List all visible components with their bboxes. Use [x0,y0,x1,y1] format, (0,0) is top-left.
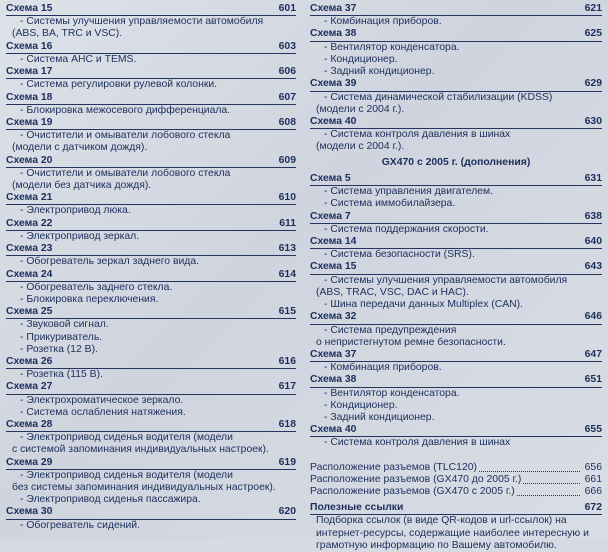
contents-right-column [310,3,602,552]
entry-header [310,236,602,249]
entry-description-line: - Кондиционер. [324,53,398,65]
toc-entry[interactable] [310,424,602,449]
entry-description-line: (модели с датчиком дождя). [12,142,148,154]
entry-title: Схема 24 [6,268,53,280]
toc-entry[interactable] [310,374,602,424]
section-title: GX470 с 2005 г. (дополнения) [381,157,531,169]
entry-header [6,155,296,168]
entry-description-line: - Вентилятор конденсатора. [324,387,460,399]
useful-links-entry[interactable] [310,502,602,552]
entry-header [310,78,602,91]
toc-entry[interactable] [6,506,296,531]
entry-description-line: - Система иммобилайзера. [324,198,456,210]
entry-title: Схема 23 [6,243,53,255]
entry-page-number: 631 [584,172,602,184]
entry-description-line: - Электропривод сиденья водителя (модели [20,432,233,444]
entry-header [310,28,602,41]
connector-index-row[interactable] [310,474,602,486]
toc-entry[interactable] [310,349,602,374]
entry-page-number: 625 [584,28,602,40]
entry-title: Схема 5 [310,172,351,184]
entry-title: Схема 30 [6,506,53,518]
entry-title: Схема 26 [6,355,53,367]
entry-header [310,502,602,515]
dot-leader [523,483,580,484]
toc-entry[interactable] [310,173,602,211]
right-bottom-entries [310,173,602,450]
dot-leader [479,471,580,472]
entry-page-number: 607 [278,91,296,103]
entry-page-number: 647 [584,348,602,360]
toc-entry[interactable] [310,78,602,116]
entry-header [310,311,602,324]
entry-description-line: (модели с 2004 г.). [316,141,405,153]
entry-description-line: - Электропривод сиденья пассажира. [20,494,201,506]
toc-entry[interactable] [6,117,296,155]
entry-header [6,3,296,16]
entry-description-line: без системы запоминания индивидуальных настроек). [12,482,276,494]
entry-page-number: 643 [584,261,602,273]
entry-title: Схема 7 [310,210,351,222]
entry-description-line: - Задний кондиционер. [324,411,435,423]
connector-index-page: 656 [584,461,602,473]
entry-description-line: (модели без датчика дождя). [12,180,152,192]
toc-entry[interactable] [310,261,602,311]
entry-page-number: 655 [584,424,602,436]
entry-title: Схема 19 [6,116,53,128]
entry-description-line: - Система АНС и TEMS. [20,53,137,65]
entry-title: Схема 15 [6,3,53,14]
entry-header [6,117,296,130]
entry-header [310,349,602,362]
entry-description-line: - Звуковой сигнал. [20,319,109,331]
toc-entry[interactable] [6,243,296,268]
entry-title: Схема 25 [6,306,53,318]
toc-entry[interactable] [6,218,296,243]
entry-header [6,356,296,369]
connector-index-label: Расположение разъемов (GX470 с 2005 г.) [310,485,515,497]
toc-entry[interactable] [310,211,602,236]
entry-header [6,41,296,54]
dot-leader [517,495,580,496]
entry-header [6,506,296,519]
entry-description-line: (ABS, BA, TRC и VSC). [12,28,123,40]
entry-title: Схема 32 [310,311,357,323]
entry-description-line: - Система регулировки рулевой колонки. [20,79,218,91]
entry-header [6,243,296,256]
toc-entry[interactable] [6,155,296,193]
entry-header [310,374,602,387]
entry-title: Схема 40 [310,424,357,436]
entry-page-number: 603 [278,40,296,52]
entry-page-number: 629 [584,78,602,90]
connector-index-page: 661 [584,473,602,485]
entry-page-number: 606 [278,66,296,78]
entry-description-line: - Очистители и омыватели лобового стекла [20,130,231,142]
connector-index-label: Расположение разъемов (TLC120) [310,461,477,473]
entry-header [6,66,296,79]
entry-header [6,218,296,231]
entry-page-number: 630 [584,115,602,127]
entry-page-number: 617 [278,381,296,393]
entry-description-line: - Система контроля давления в шинах [324,129,511,141]
entry-description-line: - Обогреватель зеркал заднего вида. [20,256,200,268]
entry-title: Схема 38 [310,28,357,40]
connector-index-row[interactable] [310,486,602,498]
entry-description-line: - Комбинация приборов. [324,362,442,374]
entry-description-line: - Электропривод зеркал. [20,230,140,242]
useful-links-description: Подборка ссылок (в виде QR-кодов и url-ссылок) на интернет-ресурсы, содержащие наиболее интересную и грамотную информацию по Вашему автомобилю. [316,515,589,551]
entry-page-number: 651 [584,374,602,386]
connector-index-row[interactable] [310,462,602,474]
entry-title: Полезные ссылки [310,502,404,514]
entry-header [310,116,602,129]
entry-title: Схема 29 [6,456,53,468]
toc-entry[interactable] [310,236,602,261]
entry-header [6,192,296,205]
entry-header [310,424,602,437]
entry-description-line: - Система контроля давления в шинах [324,437,511,449]
toc-entry[interactable] [6,269,296,307]
entry-description-line: - Очистители и омыватели лобового стекла [20,167,231,179]
entry-title: Схема 22 [6,217,53,229]
toc-entry[interactable] [6,192,296,217]
entry-title: Схема 28 [6,418,53,430]
entry-description-line: - Блокировка межосевого дифференциала. [20,104,231,116]
toc-entry[interactable] [6,356,296,381]
entry-title: Схема 37 [310,348,357,360]
entry-title: Схема 27 [6,381,53,393]
entry-description-line: - Розетка (115 В). [20,369,103,381]
entry-title: Схема 14 [310,236,357,247]
entry-header [310,3,602,16]
entry-page-number: 638 [584,210,602,222]
entry-title: Схема 20 [6,154,53,166]
entry-header [6,92,296,105]
toc-entry[interactable] [6,41,296,66]
entry-description-line: - Системы улучшения управляемости автомобиля [324,274,568,286]
entry-description-line: - Система ослабления натяжения. [20,406,186,418]
entry-description-line: - Система управления двигателем. [324,186,494,198]
entry-header [6,306,296,319]
entry-header [6,457,296,470]
entry-description-line: - Системы улучшения управляемости автомобиля [20,16,264,28]
entry-title: Схема 40 [310,115,357,127]
entry-page-number: 640 [584,236,602,247]
entry-description-line: - Обогреватель заднего стекла. [20,281,173,293]
entry-title: Схема 17 [6,66,53,78]
entry-description-line: - Электропривод люка. [20,205,131,217]
spacer [310,450,602,462]
entry-page-number: 621 [584,3,602,14]
entry-description-line: - Шина передачи данных Multiplex (CAN). [324,299,524,311]
entry-title: Схема 38 [310,374,357,386]
entry-page-number: 616 [278,355,296,367]
toc-entry[interactable] [310,311,602,349]
contents-left-column [6,3,296,532]
connector-index-label: Расположение разъемов (GX470 до 2005 г.) [310,473,522,485]
toc-entry[interactable] [6,92,296,117]
right-top-entries [310,3,602,153]
connector-index [310,462,602,499]
toc-entry[interactable] [6,3,296,41]
entry-page-number: 610 [278,192,296,204]
entry-description-line: - Кондиционер. [324,399,398,411]
entry-description-line: с системой запоминания индивидуальных настроек). [12,444,269,456]
entry-description-line: (модели с 2004 г.). [316,103,405,115]
entry-description-line: - Система предупреждения [324,324,457,336]
entry-page-number: 620 [278,506,296,518]
entry-description-line: - Система поддержания скорости. [324,223,489,235]
entry-page-number: 601 [278,3,296,14]
entry-page-number: 609 [278,154,296,166]
entry-title: Схема 15 [310,261,357,273]
entry-description-line: - Система динамической стабилизации (KDSS) [324,91,553,103]
entry-header [310,173,602,186]
entry-description-line: - Система безопасности (SRS). [324,249,475,261]
entry-header [6,269,296,282]
entry-page-number: 646 [584,311,602,323]
entry-page-number: 619 [278,456,296,468]
entry-description-line: - Обогреватель сидений. [20,519,140,531]
entry-header [310,261,602,274]
entry-header [6,419,296,432]
entry-description-line: - Розетка (12 В). [20,343,98,355]
entry-page-number: 608 [278,116,296,128]
toc-entry[interactable] [6,66,296,91]
connector-index-page: 666 [584,485,602,497]
entry-description-line: - Прикуриватель. [20,331,103,343]
entry-title: Схема 21 [6,192,53,204]
entry-page-number: 618 [278,418,296,430]
toc-entry[interactable] [6,457,296,507]
entry-description-line: - Комбинация приборов. [324,16,442,28]
entry-description-line: о непристегнутом ремне безопасности. [316,336,506,348]
entry-description-line: - Вентилятор конденсатора. [324,41,460,53]
entry-description-line: - Задний кондиционер. [324,66,435,78]
entry-page-number: 615 [278,306,296,318]
entry-header [310,211,602,224]
toc-entry[interactable] [6,381,296,419]
entry-page-number: 611 [279,217,296,229]
toc-entry[interactable] [310,116,602,154]
toc-entry[interactable] [6,306,296,356]
entry-description-line: - Электропривод сиденья водителя (модели [20,469,233,481]
entry-description-line: - Блокировка переключения. [20,294,159,305]
entry-description-line: (ABS, TRAC, VSC, DAC и HAC). [316,286,469,298]
toc-entry[interactable] [6,419,296,457]
entry-title: Схема 37 [310,3,357,14]
entry-page-number: 613 [278,243,296,255]
entry-title: Схема 39 [310,78,357,90]
entry-description-line: - Электрохроматическое зеркало. [20,394,184,406]
toc-entry[interactable] [310,3,602,28]
entry-page-number: 672 [584,502,602,514]
entry-title: Схема 16 [6,40,53,52]
entry-title: Схема 18 [6,91,53,103]
toc-entry[interactable] [310,28,602,78]
entry-page-number: 614 [278,268,296,280]
entry-header [6,381,296,394]
